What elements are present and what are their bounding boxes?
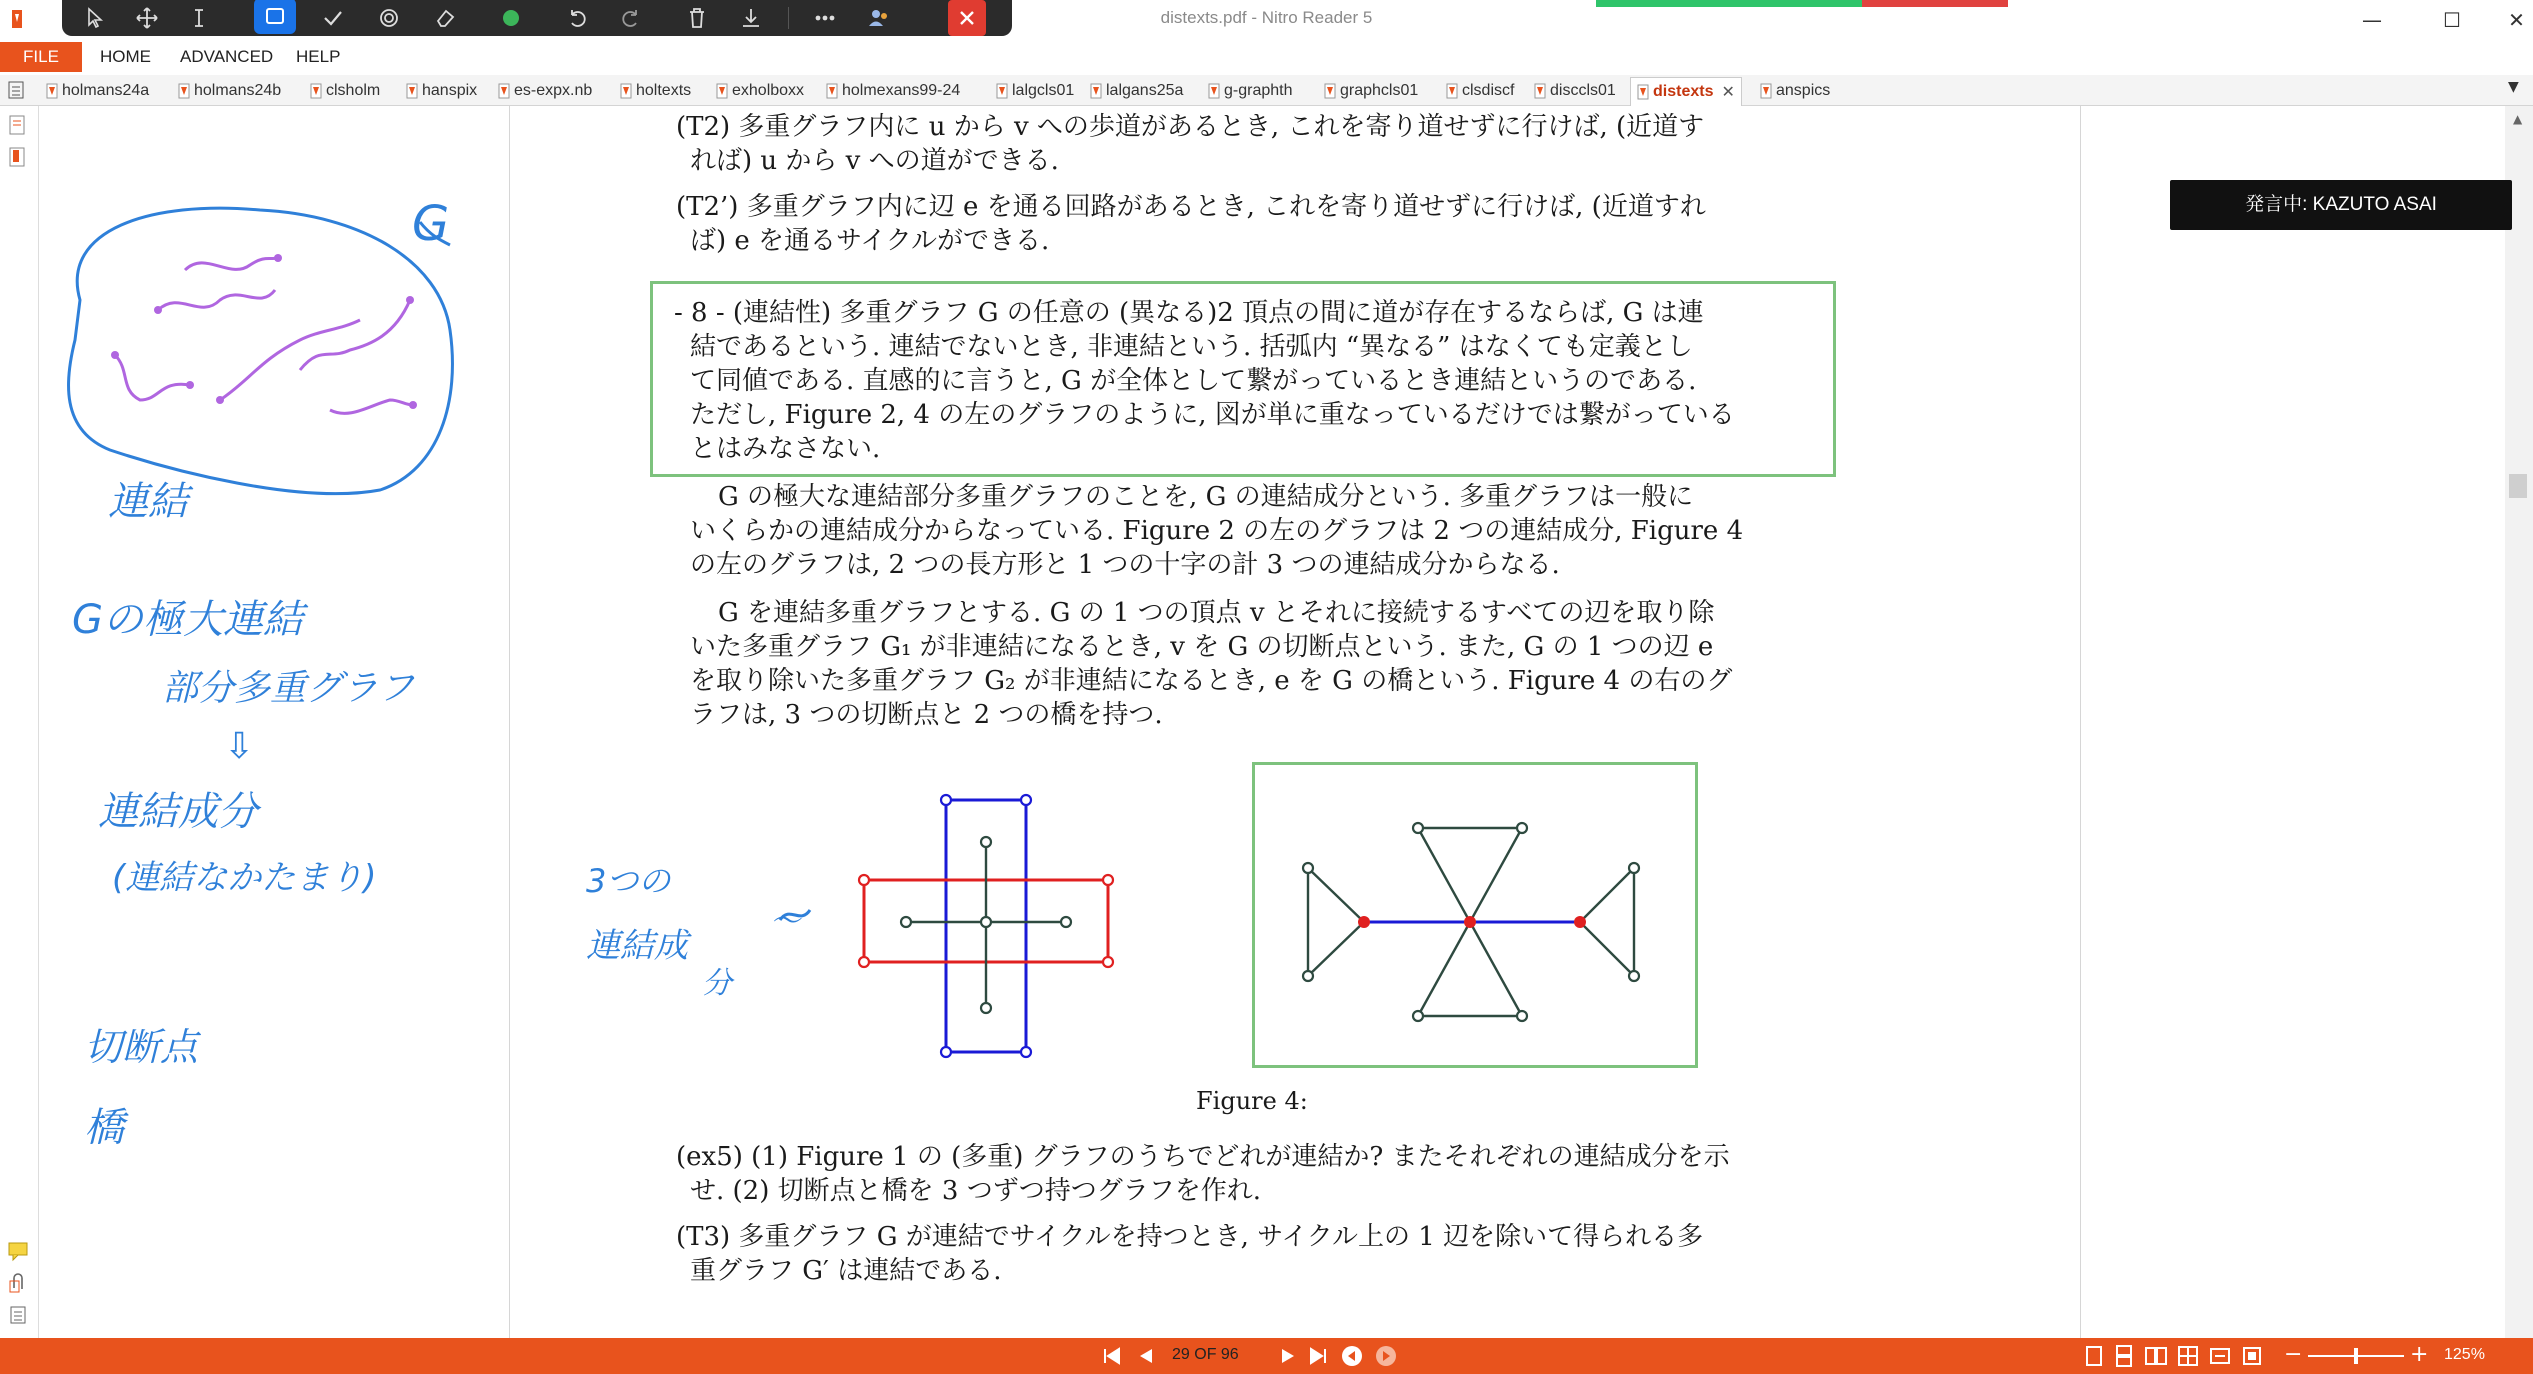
speaker-badge: 発言中: KAZUTO ASAI (2170, 180, 2512, 230)
target-icon[interactable] (368, 0, 410, 36)
pdf-file-icon (310, 83, 322, 99)
hw-connected: 連結 (108, 479, 188, 525)
tab-label: holmans24b (194, 82, 282, 99)
tab-label: exholboxx (732, 82, 805, 99)
figure4-left-graph (850, 790, 1120, 1060)
tab-label: es-expx.nb (514, 82, 593, 99)
hw-tilde: 〜 (770, 904, 800, 939)
status-bar (0, 1338, 2533, 1374)
previous-page-icon[interactable] (1134, 1344, 1158, 1368)
tab-holmans24b[interactable] (178, 79, 281, 103)
tab-lalgans25a[interactable] (1090, 79, 1183, 103)
document-list-icon[interactable] (8, 81, 24, 99)
tab-label: holtexts (636, 82, 692, 99)
cut-vertex-3 (1574, 916, 1586, 928)
t2prime-line-2: ば) e を通るサイクルができる. (690, 226, 1050, 256)
pdf-file-icon (178, 83, 190, 99)
figure4-right-graph (1290, 810, 1670, 1030)
zoom-out-icon[interactable]: − (2284, 1342, 2303, 1367)
comments-icon[interactable] (7, 1240, 29, 1262)
tab-clsdiscf[interactable] (1446, 79, 1514, 103)
tab-label: hanspix (422, 82, 478, 99)
pdf-file-icon (1324, 83, 1336, 99)
t2-line-2: れば) u から v への道ができる. (690, 146, 1059, 176)
tab-distexts[interactable] (1630, 77, 1742, 106)
paragraph-1-line-3: の左のグラフは, 2 つの長方形と 1 つの十字の計 3 つの連結成分からなる. (690, 550, 1560, 580)
tab-graphcls01[interactable] (1324, 79, 1418, 103)
move-icon[interactable] (126, 0, 168, 36)
hw-maximal-line-1: Gの極大連結 (72, 597, 303, 643)
hw-three-line-1: 3つの (586, 862, 671, 900)
paragraph-2-line-3: を取り除いた多重グラフ G₂ が非連結になるとき, e を G の橋という. Figure 4 の右のグ (690, 666, 1733, 696)
hw-down-arrow: ⇩ (224, 726, 255, 767)
ex5-line-1: (ex5) (1) Figure 1 の (多重) グラフのうちでどれが連結か? またそれぞれの連結成分を示 (676, 1142, 1730, 1172)
bookmarks-icon[interactable] (7, 146, 29, 168)
pdf-file-icon (1637, 84, 1649, 100)
scroll-up-icon[interactable]: ▲ (2513, 112, 2523, 126)
pdf-file-icon (1760, 83, 1772, 99)
tab-label: graphcls01 (1340, 82, 1419, 99)
pdf-file-icon (1446, 83, 1458, 99)
tab-label: lalgans25a (1106, 82, 1184, 99)
tab-label: g-graphth (1224, 82, 1293, 99)
speaker-audio-meter (1596, 0, 2008, 7)
tab-label: anspics (1776, 82, 1831, 99)
t3-line-2: 重グラフ G′ は連結である. (690, 1256, 1002, 1286)
hw-component: 連結成分 (98, 789, 258, 835)
definition-line-1: - 8 - (連結性) 多重グラフ G の任意の (異なる)2 頂点の間に道が存在するならば, G は連 (674, 298, 1704, 328)
go-back-icon[interactable] (1340, 1344, 1364, 1368)
t3-line-1: (T3) 多重グラフ G が連結でサイクルを持つとき, サイクル上の 1 辺を除いて得られる多 (676, 1222, 1704, 1252)
tab-overflow-chevron-icon[interactable]: ▼ (2508, 79, 2519, 95)
tab-label: holmans24a (62, 82, 150, 99)
tab-hanspix[interactable] (406, 79, 477, 103)
tab-anspics[interactable] (1760, 79, 1830, 103)
cut-vertex-1 (1358, 916, 1370, 928)
continuous-view-icon[interactable] (2112, 1344, 2136, 1368)
check-icon[interactable] (312, 0, 354, 36)
tab-label: distexts (1653, 83, 1714, 100)
rectangle-select-icon[interactable] (254, 0, 296, 34)
hw-maximal-line-2: 部分多重グラフ (162, 668, 415, 709)
ex5-line-2: せ. (2) 切断点と橋を 3 つずつ持つグラフを作れ. (690, 1176, 1261, 1206)
pdf-file-icon (1208, 83, 1220, 99)
tab-disccls01[interactable] (1534, 79, 1616, 103)
tab-label: lalgcls01 (1012, 82, 1075, 99)
people-icon[interactable] (858, 0, 900, 36)
select-arrow-icon[interactable] (74, 0, 116, 36)
pdf-file-icon (46, 83, 58, 99)
tab-clsholm[interactable] (310, 79, 380, 103)
menu-help[interactable]: HELP (296, 47, 341, 66)
fit-page-icon[interactable] (2240, 1344, 2264, 1368)
left-panel-rail (0, 106, 39, 1338)
text-cursor-icon[interactable] (178, 0, 220, 36)
layers-icon[interactable] (7, 1304, 29, 1326)
close-icon[interactable]: ✕ (2508, 8, 2525, 32)
facing-view-icon[interactable] (2144, 1344, 2168, 1368)
pdf-file-icon (716, 83, 728, 99)
menu-bar (0, 42, 2533, 72)
scroll-thumb[interactable] (2509, 474, 2527, 498)
single-page-view-icon[interactable] (2082, 1344, 2106, 1368)
paragraph-2-line-2: いた多重グラフ G₁ が非連結になるとき, v を G の切断点という. また, G の 1 つの辺 e (690, 632, 1714, 662)
menu-home[interactable]: HOME (100, 47, 151, 66)
minimize-icon[interactable]: — (2362, 8, 2382, 32)
pdf-file-icon (498, 83, 510, 99)
paragraph-2-line-1: G を連結多重グラフとする. G の 1 つの頂点 v とそれに接続するすべての辺を取り除 (718, 598, 1715, 628)
tab-label: holmexans99-24 (842, 82, 961, 99)
page-thumbnail-icon[interactable] (7, 114, 29, 136)
tab-es-expx[interactable] (498, 79, 592, 103)
vertical-scrollbar[interactable] (2505, 106, 2533, 1338)
definition-line-3: て同値である. 直感的に言うと, G が全体として繋がっているとき連結というのである. (690, 366, 1697, 396)
t2-line-1: (T2) 多重グラフ内に u から v への歩道があるとき, これを寄り道せずに行けば, (近道す (676, 112, 1705, 142)
tab-holtexts[interactable] (620, 79, 691, 103)
last-page-icon[interactable] (1306, 1344, 1330, 1368)
menu-advanced[interactable]: ADVANCED (180, 47, 274, 66)
first-page-icon[interactable] (1100, 1344, 1124, 1368)
zoom-level[interactable]: 125% (2444, 1346, 2485, 1363)
green-dot-icon[interactable] (490, 0, 532, 36)
download-icon[interactable] (730, 0, 772, 36)
definition-line-4: ただし, Figure 2, 4 の左のグラフのように, 図が単に重なっているだけでは繋がっている (690, 400, 1735, 430)
eraser-icon[interactable] (424, 0, 466, 36)
cut-vertex-2 (1464, 916, 1476, 928)
tab-label: disccls01 (1550, 82, 1616, 99)
redo-icon[interactable] (610, 0, 652, 36)
hw-bridge: 橋 (84, 1105, 124, 1151)
tab-holmans24a[interactable] (46, 79, 149, 103)
figure-caption: Figure 4: (1196, 1087, 1308, 1115)
tab-g-graphth[interactable] (1208, 79, 1293, 103)
pdf-file-icon (1534, 83, 1546, 99)
paragraph-2-line-4: ラフは, 3 つの切断点と 2 つの橋を持つ. (690, 700, 1163, 730)
fit-width-icon[interactable] (2208, 1344, 2232, 1368)
attachments-icon[interactable] (7, 1272, 29, 1294)
next-page-icon[interactable] (1276, 1344, 1300, 1368)
t2prime-line-1: (T2’) 多重グラフ内に辺 e を通る回路があるとき, これを寄り道せずに行けば, (近道すれ (676, 192, 1706, 222)
window-title: distexts.pdf - Nitro Reader 5 (1160, 8, 1373, 27)
tab-holmexans99-24[interactable] (826, 79, 960, 103)
tab-label: clsholm (326, 82, 381, 99)
tab-label: clsdiscf (1462, 82, 1515, 99)
tab-exholboxx[interactable] (716, 79, 804, 103)
pdf-file-icon (996, 83, 1008, 99)
trash-icon[interactable] (676, 0, 718, 36)
hw-cut-vertex: 切断点 (84, 1025, 199, 1069)
paragraph-1-line-2: いくらかの連結成分からなっている. Figure 2 の左のグラフは 2 つの連結成分, Figure 4 (690, 516, 1744, 546)
paragraph-1-line-1: G の極大な連結部分多重グラフのことを, G の連結成分という. 多重グラフは一般に (718, 482, 1694, 512)
hw-three-line-2: 連結成 (586, 926, 688, 966)
document-tab-bar (0, 75, 2533, 106)
page-indicator[interactable]: 29 OF 96 (1172, 1346, 1239, 1363)
go-forward-icon[interactable] (1374, 1344, 1398, 1368)
hw-graph-label: G (412, 196, 450, 252)
hw-component-note: (連結なかたまり) (112, 858, 377, 898)
pdf-file-icon (826, 83, 838, 99)
pdf-file-icon (1090, 83, 1102, 99)
annotation-toolbar (62, 0, 1012, 36)
close-tab-icon[interactable]: ✕ (1721, 84, 1735, 101)
more-icon[interactable] (804, 0, 846, 36)
pdf-file-icon (620, 83, 632, 99)
zoom-slider[interactable] (2308, 1355, 2404, 1357)
undo-icon[interactable] (556, 0, 598, 36)
definition-line-2: 結であるという. 連結でないとき, 非連結という. 括弧内 “異なる” はなくても定義とし (690, 332, 1693, 362)
maximize-icon[interactable]: ☐ (2443, 8, 2461, 32)
pdf-file-icon (406, 83, 418, 99)
definition-line-5: とはみなさない. (690, 434, 881, 464)
zoom-slider-thumb[interactable] (2354, 1348, 2358, 1364)
zoom-in-icon[interactable]: + (2410, 1342, 2429, 1367)
tab-lalgcls01[interactable] (996, 79, 1074, 103)
close-icon[interactable] (948, 0, 986, 36)
hw-three-line-3: 分 (702, 966, 732, 1001)
menu-file[interactable]: FILE (0, 42, 82, 72)
facing-continuous-view-icon[interactable] (2176, 1344, 2200, 1368)
